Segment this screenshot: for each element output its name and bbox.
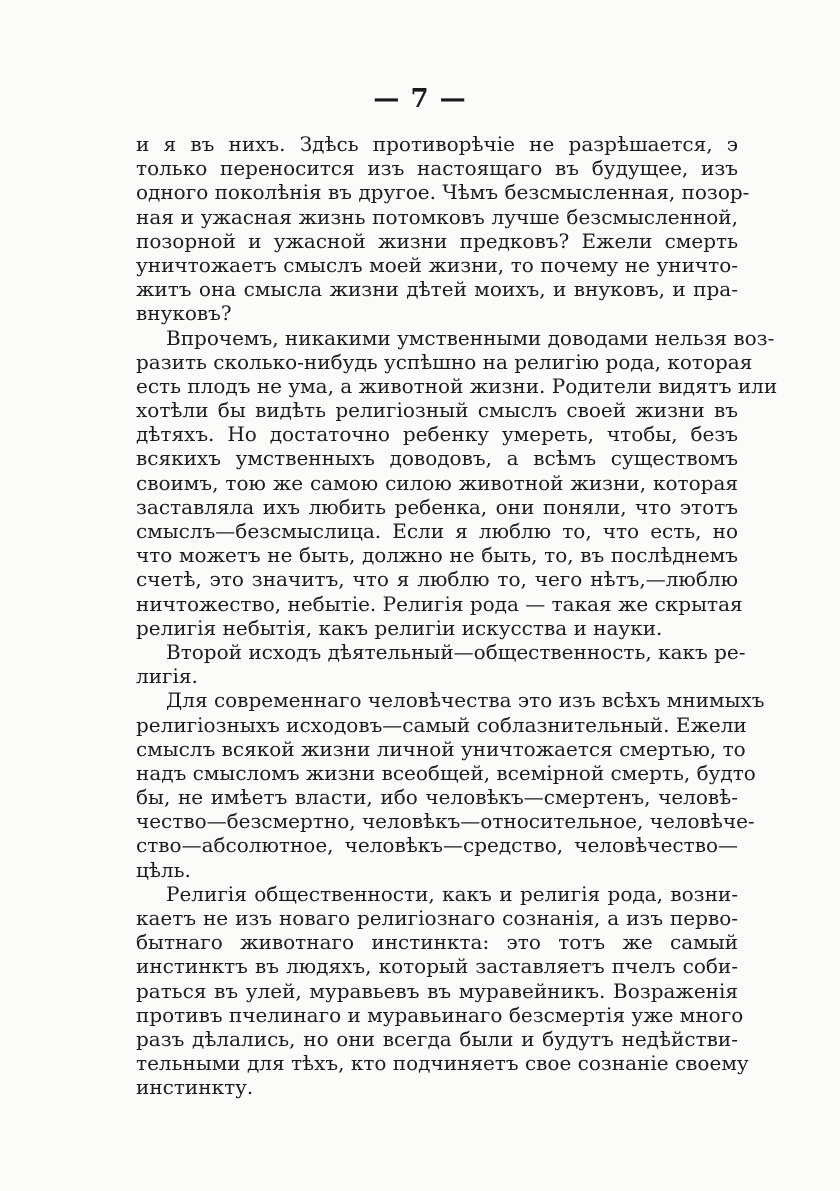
text-line: религіозныхъ исходовъ—самый соблазнительный. Ежели: [136, 712, 747, 737]
text-line: Для современнаго человѣчества это изъ всѣхъ мнимыхъ: [166, 688, 765, 713]
text-line: заставляла ихъ любить ребенка, они поняли, что этотъ: [136, 494, 738, 519]
text-line: разить сколько-нибудь успѣшно на религію рода, которая: [136, 349, 753, 374]
text-line: всякихъ умственныхъ доводовъ, а всѣмъ существомъ: [136, 446, 738, 471]
text-line: дѣтяхъ. Но достаточно ребенку умереть, чтобы, безъ: [136, 422, 738, 447]
text-line: и я въ нихъ. Здѣсь противорѣчіе не разрѣшается, э: [136, 132, 738, 156]
text-line: инстинктъ въ людяхъ, который заставляетъ пчелъ соби-: [136, 954, 738, 979]
paragraph: [136, 132, 750, 326]
text-line: тельными для тѣхъ, кто подчиняетъ свое сознаніе своему: [136, 1051, 749, 1076]
paragraph: [136, 881, 749, 1100]
text-line: надъ смысломъ жизни всеобщей, всемірной смерть, будто: [136, 760, 756, 785]
text-line: разъ дѣлались, но они всегда были и будутъ недѣйстви-: [136, 1026, 738, 1051]
text-line: религія небытія, какъ религіи искусства и науки.: [136, 615, 663, 640]
text-line: смыслъ всякой жизни личной уничтожается смертью, то: [136, 736, 746, 761]
text-line: одного поколѣнія въ другое. Чѣмъ безсмысленная, позор-: [136, 180, 750, 205]
text-line: чество—безсмертно, человѣкъ—относительное, человѣче-: [136, 809, 755, 834]
text-line: уничтожаетъ смыслъ моей жизни, то почему не уничто-: [136, 252, 738, 277]
text-line: есть плодъ не ума, а животной жизни. Родители видятъ или: [136, 373, 778, 398]
text-line: раться въ улей, муравьевъ въ муравейникъ. Возраженія: [136, 978, 738, 1003]
text-line: бы, не имѣетъ власти, ибо человѣкъ—смертенъ, человѣ-: [136, 785, 738, 810]
text-line: внуковъ?: [136, 301, 232, 326]
text-line: хотѣли бы видѣть религіозный смыслъ своей жизни въ: [136, 398, 738, 423]
paragraph: [136, 639, 746, 689]
text-line: бытнаго животнаго инстинкта: это тотъ же самый: [136, 930, 738, 955]
text-line: цѣль.: [136, 857, 191, 882]
text-line: смыслъ—безсмыслица. Если я люблю то, что есть, но: [136, 519, 738, 543]
text-line: ство—абсолютное, человѣкъ—средство, человѣчество—: [136, 833, 738, 858]
text-line: позорной и ужасной жизни предковъ? Ежели смерть: [136, 228, 738, 253]
text-line: противъ пчелинаго и муравьинаго безсмертія уже много: [136, 1002, 744, 1027]
text-line: только переносится изъ настоящаго въ будущее, изъ: [136, 156, 738, 181]
text-line: ничтожество, небытіе. Религія рода — такая же скрытая: [136, 591, 743, 616]
text-line: своимъ, тою же самою силою животной жизни, которая: [136, 470, 738, 495]
text-line: что можетъ не быть, должно не быть, то, въ послѣднемъ: [136, 543, 738, 568]
paragraph: [136, 325, 778, 640]
text-line: житъ она смысла жизни дѣтей моихъ, и внуковъ, и пра-: [136, 277, 738, 302]
text-line: счетѣ, это значитъ, что я люблю то, чего нѣтъ,—люблю: [136, 567, 738, 592]
body-text: [136, 132, 778, 1100]
text-line: Религія общественности, какъ и религія рода, возни-: [166, 881, 738, 906]
text-line: каетъ не изъ новаго религіознаго сознанія, а изъ перво-: [136, 906, 738, 930]
text-line: лигія.: [136, 664, 198, 689]
paragraph: [136, 688, 765, 882]
text-line: Впрочемъ, никакими умственными доводами нельзя воз-: [166, 325, 775, 350]
page-number: — 7 —: [373, 84, 467, 114]
text-line: ная и ужасная жизнь потомковъ лучше безсмысленной,: [136, 204, 738, 229]
text-line: Второй исходъ дѣятельный—общественность, какъ ре-: [166, 639, 746, 664]
text-line: инстинкту.: [136, 1075, 254, 1100]
